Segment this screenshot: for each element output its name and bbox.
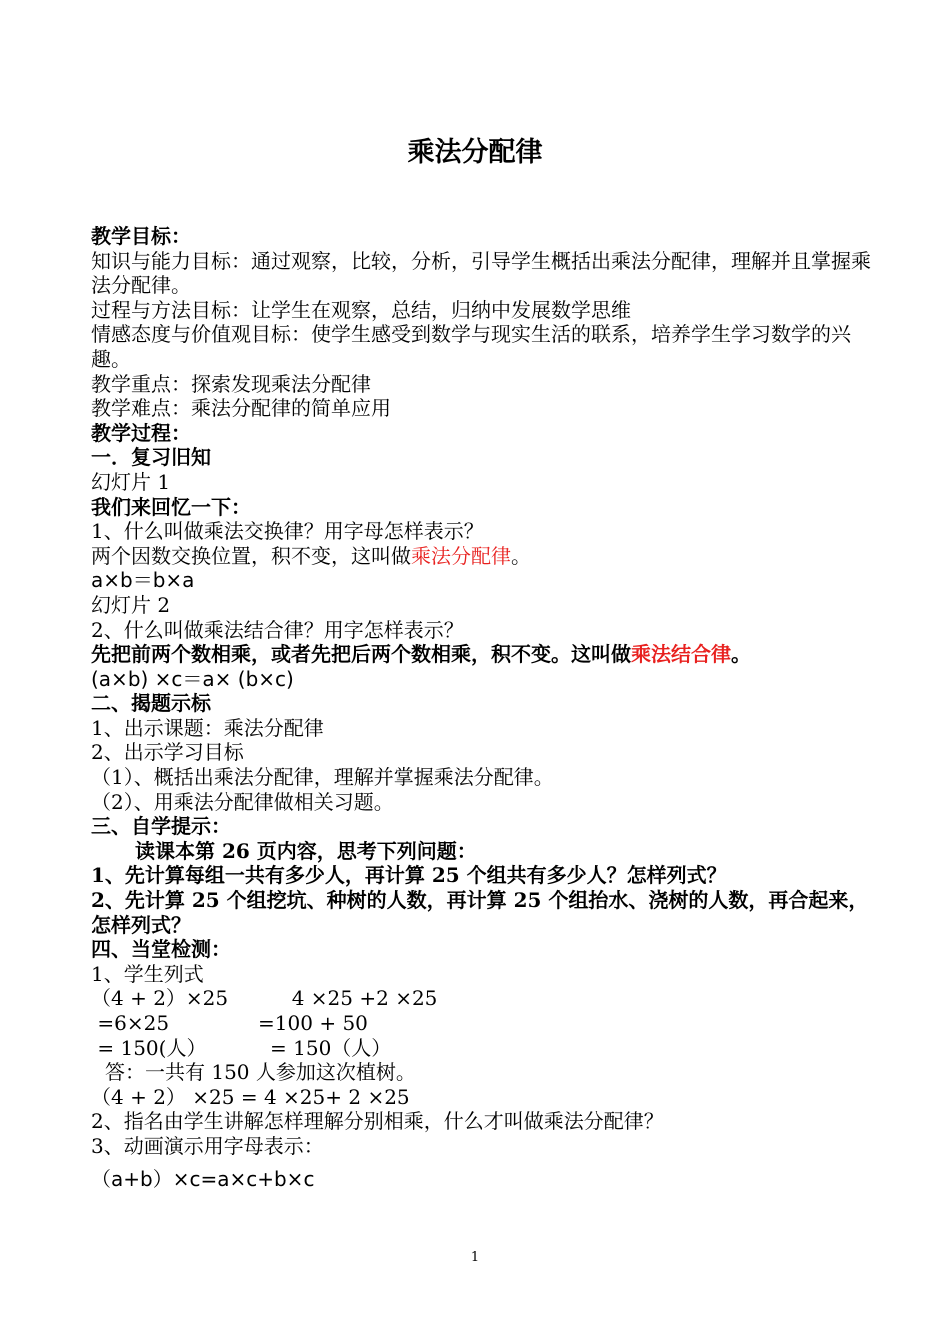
document-body xyxy=(91,224,881,1191)
self-study-question-1: 1、先计算每组一共有多少人，再计算 25 个组共有多少人？怎样列式？ xyxy=(91,863,727,888)
process-goal: 过程与方法目标：让学生在观察，总结，归纳中发展数学思维 xyxy=(91,297,631,322)
section2-item1: 1、出示课题：乘法分配律 xyxy=(91,715,324,740)
learning-goal-2: （2）、用乘法分配律做相关习题。 xyxy=(91,789,394,814)
slide1-label: 幻灯片 1 xyxy=(91,469,171,494)
section4-heading: 四、当堂检测： xyxy=(91,937,231,962)
reading-instruction: 读课本第 26 页内容，思考下列问题： xyxy=(135,838,477,863)
document-title: 乘法分配律 xyxy=(407,137,543,168)
difficult-point: 教学难点：乘法分配律的简单应用 xyxy=(91,396,391,421)
calculation-row-3: = 150(人） = 150（人） xyxy=(91,1035,392,1060)
recall-heading: 我们来回忆一下： xyxy=(91,494,251,519)
learning-goal-1: （1）、概括出乘法分配律，理解并掌握乘法分配律。 xyxy=(91,765,554,790)
formula-commutative: a×b＝b×a xyxy=(91,568,195,593)
section4-item3: 3、动画演示用字母表示： xyxy=(91,1133,324,1158)
section2-item2: 2、出示学习目标 xyxy=(91,740,244,765)
answer-2-term: 乘法结合律 xyxy=(631,642,731,667)
answer-2-suffix: 。 xyxy=(731,642,751,667)
self-study-question-2: 2、先计算 25 个组挖坑、种树的人数，再计算 25 个组抬水、浇树的人数，再合起来，怎样列式？ xyxy=(91,888,869,937)
question-2: 2、什么叫做乘法结合律？用字怎样表示？ xyxy=(91,617,464,642)
calculation-row-2: =6×25 =100 + 50 xyxy=(91,1011,368,1035)
formula-associative: (a×b) ×c＝a× (b×c) xyxy=(91,666,294,691)
slide2-label: 幻灯片 2 xyxy=(91,592,171,617)
answer-1 xyxy=(91,544,881,569)
section4-item1: 1、学生列式 xyxy=(91,961,204,986)
answer-1-suffix: 。 xyxy=(511,543,531,568)
section2-heading: 二、揭题示标 xyxy=(91,691,211,716)
answer-1-term: 乘法分配律 xyxy=(411,543,511,568)
section3-heading: 三、自学提示： xyxy=(91,814,231,839)
objectives-heading: 教学目标： xyxy=(91,224,191,248)
emotion-goal: 情感态度与价值观目标：使学生感受到数学与现实生活的联系，培养学生学习数学的兴趣。 xyxy=(91,322,851,371)
question-1: 1、什么叫做乘法交换律？用字母怎样表示？ xyxy=(91,519,484,544)
page-number: 1 xyxy=(470,1250,480,1265)
answer-2 xyxy=(91,642,881,667)
knowledge-goal: 知识与能力目标：通过观察，比较，分析，引导学生概括出乘法分配律，理解并且掌握乘法分配律。 xyxy=(91,248,871,298)
section4-item2: 2、指名由学生讲解怎样理解分别相乘，什么才叫做乘法分配律？ xyxy=(91,1109,664,1134)
key-point: 教学重点：探索发现乘法分配律 xyxy=(91,371,371,396)
formula-distributive: （a+b）×c=a×c+b×c xyxy=(91,1166,315,1191)
process-heading: 教学过程： xyxy=(91,420,191,445)
calculation-answer: 答：一共有 150 人参加这次植树。 xyxy=(105,1060,416,1085)
answer-1-prefix: 两个因数交换位置，积不变，这叫做 xyxy=(91,543,411,568)
calculation-row-1: （4 + 2）×25 4 ×25 +2 ×25 xyxy=(91,986,438,1011)
section1-heading: 一．复习旧知 xyxy=(91,445,211,470)
answer-2-prefix: 先把前两个数相乘，或者先把后两个数相乘，积不变。这叫做 xyxy=(91,642,631,667)
distributive-equation: （4 + 2） ×25 = 4 ×25+ 2 ×25 xyxy=(91,1084,410,1109)
